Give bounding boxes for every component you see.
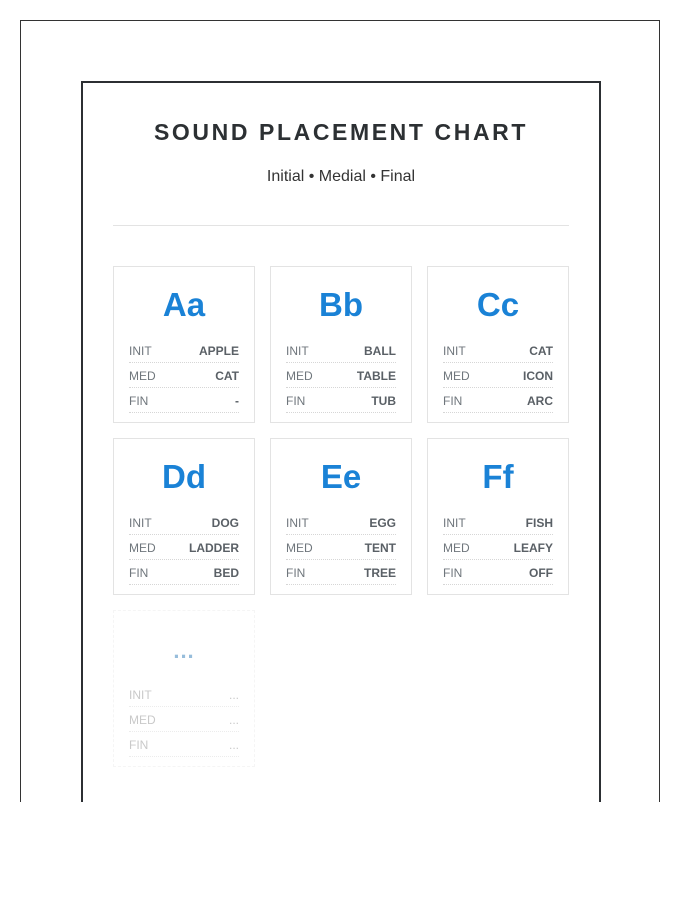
- card-letter: Dd: [162, 458, 206, 495]
- label-init: INIT: [129, 688, 152, 702]
- card-letter: Ff: [482, 458, 514, 495]
- row-initial: [129, 683, 239, 707]
- value-fin: BED: [213, 566, 239, 580]
- letter-card: [270, 438, 412, 595]
- placement-rows: [129, 683, 239, 758]
- value-med: ICON: [523, 369, 553, 383]
- row-initial: [129, 511, 239, 535]
- label-fin: FIN: [129, 394, 149, 408]
- value-init: EGG: [369, 516, 396, 530]
- row-final: [443, 561, 553, 585]
- value-fin: TUB: [371, 394, 396, 408]
- label-fin: FIN: [286, 394, 306, 408]
- label-fin: FIN: [129, 566, 149, 580]
- placement-rows: [443, 339, 553, 414]
- row-initial: [443, 511, 553, 535]
- placement-rows: [129, 511, 239, 586]
- row-final: [129, 389, 239, 413]
- value-init: CAT: [529, 344, 553, 358]
- placeholder-card: [113, 610, 255, 767]
- label-init: INIT: [129, 344, 152, 358]
- row-medial: [129, 536, 239, 560]
- row-final: [129, 733, 239, 757]
- value-init: BALL: [364, 344, 396, 358]
- value-fin: OFF: [529, 566, 553, 580]
- row-final: [129, 561, 239, 585]
- row-medial: [286, 364, 396, 388]
- row-final: [286, 561, 396, 585]
- placement-rows: [286, 511, 396, 586]
- chart-sheet: [81, 81, 601, 802]
- value-fin: ...: [228, 738, 239, 752]
- value-init: DOG: [211, 516, 239, 530]
- page-title: SOUND PLACEMENT CHART: [153, 119, 529, 145]
- label-fin: FIN: [286, 566, 306, 580]
- placement-rows: [286, 339, 396, 414]
- label-med: MED: [443, 541, 470, 555]
- label-fin: FIN: [129, 738, 149, 752]
- label-init: INIT: [443, 516, 466, 530]
- row-initial: [286, 511, 396, 535]
- value-init: FISH: [525, 516, 553, 530]
- value-med: LEAFY: [513, 541, 553, 555]
- row-initial: [286, 339, 396, 363]
- letter-card: [113, 266, 255, 423]
- row-initial: [129, 339, 239, 363]
- placement-rows: [129, 339, 239, 414]
- label-med: MED: [443, 369, 470, 383]
- value-fin: TREE: [363, 566, 396, 580]
- value-med: LADDER: [189, 541, 239, 555]
- row-medial: [286, 536, 396, 560]
- letter-card: [427, 266, 569, 423]
- value-med: TABLE: [356, 369, 396, 383]
- value-med: CAT: [215, 369, 239, 383]
- label-med: MED: [129, 713, 156, 727]
- value-med: TENT: [364, 541, 396, 555]
- label-med: MED: [129, 369, 156, 383]
- row-medial: [443, 536, 553, 560]
- row-medial: [129, 364, 239, 388]
- letter-card: [270, 266, 412, 423]
- value-fin: -: [235, 394, 239, 408]
- value-med: ...: [228, 713, 239, 727]
- letter-card: [113, 438, 255, 595]
- label-init: INIT: [443, 344, 466, 358]
- label-med: MED: [286, 541, 313, 555]
- card-letter: Ee: [320, 458, 362, 495]
- value-init: ...: [228, 688, 239, 702]
- row-final: [443, 389, 553, 413]
- row-final: [286, 389, 396, 413]
- label-fin: FIN: [443, 394, 463, 408]
- label-med: MED: [129, 541, 156, 555]
- row-medial: [443, 364, 553, 388]
- label-init: INIT: [286, 344, 309, 358]
- divider: [113, 225, 569, 226]
- letter-card: [427, 438, 569, 595]
- label-init: INIT: [129, 516, 152, 530]
- page-subtitle: Initial • Medial • Final: [266, 168, 416, 185]
- card-letter: Bb: [319, 286, 363, 323]
- row-medial: [129, 708, 239, 732]
- card-letter: Cc: [476, 286, 520, 323]
- placement-rows: [443, 511, 553, 586]
- value-init: APPLE: [198, 344, 239, 358]
- label-med: MED: [286, 369, 313, 383]
- card-letter: Aa: [162, 286, 206, 323]
- row-initial: [443, 339, 553, 363]
- card-letter: ...: [173, 638, 195, 663]
- value-fin: ARC: [527, 394, 553, 408]
- label-init: INIT: [286, 516, 309, 530]
- label-fin: FIN: [443, 566, 463, 580]
